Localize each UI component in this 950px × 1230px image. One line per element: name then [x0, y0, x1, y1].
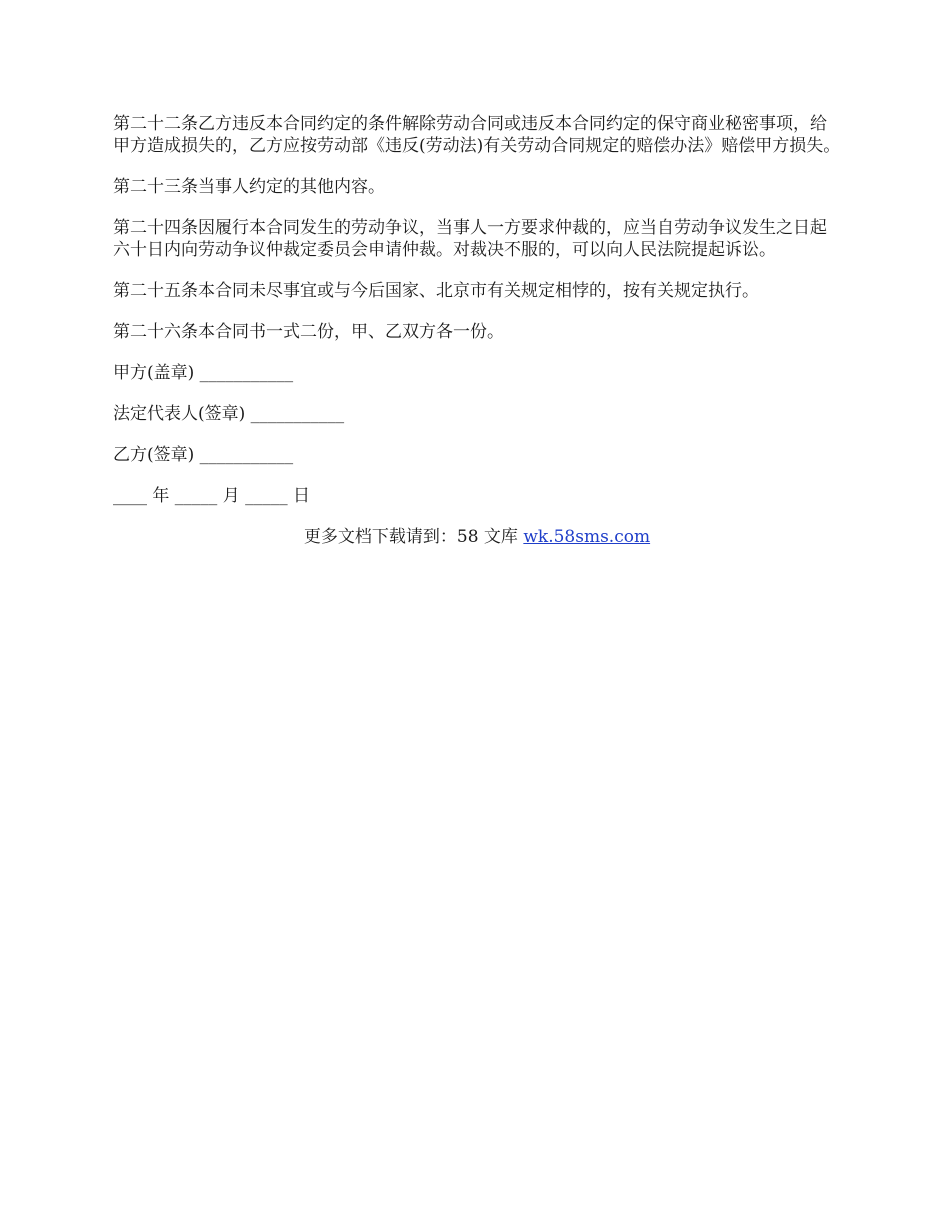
article-22: 第二十二条乙方违反本合同约定的条件解除劳动合同或违反本合同约定的保守商业秘密事项，给甲方造成损失的，乙方应按劳动部《违反(劳动法)有关劳动合同规定的赔偿办法》赔偿甲方损失。 — [113, 114, 841, 156]
legal-rep-signature-line: 法定代表人(签章) ___________ — [113, 404, 345, 424]
download-footer — [113, 526, 841, 548]
document-body — [113, 113, 841, 548]
article-24: 第二十四条因履行本合同发生的劳动争议，当事人一方要求仲裁的，应当自劳动争议发生之日起六十日内向劳动争议仲裁定委员会申请仲裁。对裁决不服的，可以向人民法院提起诉讼。 — [113, 218, 827, 260]
footer-link[interactable]: wk.58sms.com — [523, 527, 651, 547]
article-26: 第二十六条本合同书一式二份，甲、乙双方各一份。 — [113, 322, 504, 342]
party-b-signature-line: 乙方(签章) ___________ — [113, 445, 294, 465]
article-25: 第二十五条本合同未尽事宜或与今后国家、北京市有关规定相悖的，按有关规定执行。 — [113, 281, 759, 301]
party-a-signature-line: 甲方(盖章) ___________ — [113, 363, 294, 383]
date-line: ____ 年 _____ 月 _____ 日 — [113, 486, 311, 506]
article-23: 第二十三条当事人约定的其他内容。 — [113, 177, 385, 197]
footer-text: 更多文档下载请到：58 文库 — [303, 527, 524, 547]
